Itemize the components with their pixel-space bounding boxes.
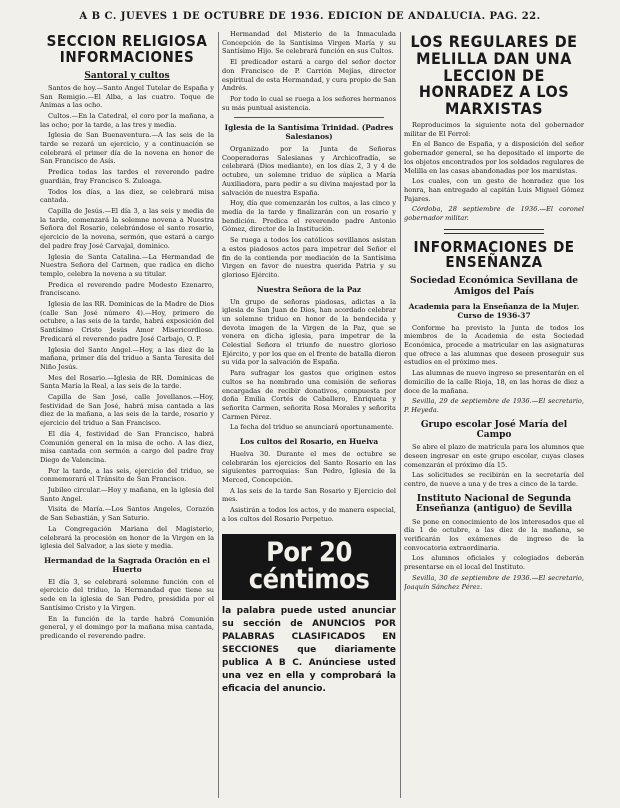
header-text: A B C. JUEVES 1 DE OCTUBRE DE 1936. EDICION DE ANDALUCIA. PAG. 22. (79, 10, 541, 22)
column-left (40, 30, 214, 802)
column-right (404, 30, 584, 802)
paragraph: La fecha del triduo se anunciará oportunamente. (230, 423, 394, 432)
paragraph: Las alumnas de nuevo ingreso se presentarán en el domicilio de la calle Rioja, 18, en las horas de diez a doce de la mañana. (404, 369, 584, 395)
classified-ad (222, 534, 396, 696)
paragraph: Por todo lo cual se ruega a los señores hermanos su más puntual asistencia. (222, 94, 396, 112)
paragraph: Jubileo circular.—Hoy y mañana, en la iglesia del Santo Angel. (40, 486, 214, 503)
page-header (12, 6, 608, 26)
paragraph: Santos de hoy.—Santo Angel Tutelar de España y San Remigio.—El Alba, a las cuatro. Toque de Animas a las ocho. (40, 83, 214, 110)
section-title: INFORMACIONES DE ENSEÑANZA (413, 237, 575, 272)
article-body (40, 84, 214, 551)
paragraph: Las solicitudes se recibirán en la secretaría del centro, de nueve a una y de tres a cinco de la tarde. (404, 471, 584, 489)
paragraph: Conforme ha previsto la Junta de todos los miembros de la Academia de esta Sociedad Económica, procede a matricular en las asignaturas que ofrece a las alumnas que deseen proseguir sus estudios en el próximo mes. (404, 323, 584, 367)
article-heading: Nuestra Señora de la Paz (256, 284, 362, 294)
paragraph: Se pone en conocimiento de los interesados que el día 1 de octubre, a las diez de la mañana, se verificarán los exámenes de ingreso de la convocatoria extraordinaria. (404, 517, 584, 552)
article-heading: Iglesia de la Santísima Trinidad. (Padres Salesianos) (224, 123, 394, 142)
article-heading: Los cultos del Rosario, en Huelva (239, 437, 379, 447)
paragraph: Iglesia del Santo Angel.—Hoy, a las diez de la mañana, primer día del triduo a Santa Teresita del Niño Jesús. (40, 345, 214, 371)
paragraph: Hermandad del Misterio de la Inmaculada Concepción de la Santísima Virgen María y su Santísimo Hijo. Se celebrará función en sus Cultos. (222, 30, 396, 56)
paragraph: A las seis de la tarde San Rosario y Ejercicio del mes. (222, 486, 396, 504)
paragraph: Un grupo de señoras piadosas, adictas a la iglesia de San Juan de Dios, han acordado celebrar un solemne triduo en honor de la bendecida y devota imagen de la Virgen de la Paz, que se venera en dicha iglesia, para impetrar de la Celestial Señora el triunfo de nuestro glorioso Ejército, y por los que en el frente de batalla dieron su vida por la salvación de España. (222, 297, 396, 367)
column-divider (218, 32, 219, 798)
paragraph: Hoy, día que comenzarán los cultos, a las cinco y media de la tarde y finalizarán con un rosario y bendición. Predica el reverendo padre Antonio Gómez, director de la Institución. (222, 199, 396, 234)
ornament-divider (444, 229, 544, 234)
paragraph: Predica el reverendo padre Modesto Ezenarro, franciscano. (40, 280, 214, 298)
paragraph: Por la tarde, a las seis, ejercicio del triduo, se conmemorará el Tránsito de San Francisco. (40, 466, 214, 484)
paragraph: Sevilla, 29 de septiembre de 1936.—El secretario, P. Heyeda. (404, 397, 584, 414)
article-title: LOS REGULARES DE MELILLA DAN UNA LECCION DE HONRADEZ A LOS MARXISTAS (410, 32, 578, 119)
paragraph: El día 3, se celebrará solemne función con el ejercicio del triduo, la Hermandad que tiene su sede en la iglesia de San Pedro, presidida por el Santísimo Cristo y la Virgen. (40, 577, 214, 612)
paragraph: Predica todas las tardes el reverendo padre guardián, fray Francisco S. Zuloaga. (40, 168, 214, 185)
paragraph: Para sufragar los gastos que originen estos cultos se ha nombrado una comisión de señoras encargadas de recibir donativos, compuesta por doña Emilia Cortés de Caballero, Enriqueta y señorita Carmen, señorita Rosa Morales y señorita Carmen Pérez. (222, 369, 396, 421)
ad-headline: Por 20 céntimos (222, 534, 396, 600)
paragraph: El día 4, festividad de San Francisco, habrá Comunión general en la misa de ocho. A las diez, misa cantada con sermón a cargo del padre fray Diego de Valencina. (40, 429, 214, 464)
divider (234, 117, 384, 118)
paragraph: Cultos.—En la Catedral, el coro por la mañana, a las ocho; por la tarde, a las tres y media. (40, 111, 214, 129)
ad-body: la palabra puede usted anunciar su sección de ANUNCIOS POR PALABRAS CLASIFICADOS EN SECCIONES que diariamente publica A B C. Anúnciese usted una vez en ella y comprobará la eficacia del anuncio. (222, 605, 396, 694)
section-subtitle: Santoral y cultos (84, 70, 170, 81)
article-heading: Instituto Nacional de Segunda Enseñanza (antiguo) de Sevilla (415, 493, 573, 515)
paragraph: Mes del Rosario.—Iglesia de RR. Dominicas de Santa María la Real, a las seis de la tarde. (40, 373, 214, 391)
column-divider (400, 32, 401, 798)
section-subtitle: Sociedad Económica Sevillana de Amigos del País (409, 276, 579, 297)
paragraph: Huelva 30. Durante el mes de octubre se celebrarán los ejercicios del Santo Rosario en las siguientes parroquias: San Pedro, Iglesia de la Merced, Concepción. (222, 449, 396, 485)
paragraph: Todos los días, a las diez, se celebrará misa cantada. (40, 187, 214, 205)
paragraph: En la función de la tarde habrá Comunión general, y el domingo por la mañana misa cantada, predicando el reverendo padre. (40, 614, 214, 640)
paragraph: Se abre el plazo de matrícula para los alumnos que deseen ingresar en este grupo escolar, cuyas clases comenzarán el próximo día 15. (404, 443, 584, 469)
paragraph: Capilla de San José, calle Jovellanos.—Hoy, festividad de San José, habrá misa cantada a las diez de la mañana, a las seis de la tarde, rosario y ejercicio del triduo a San Francisco. (40, 393, 214, 428)
paragraph: Sevilla, 30 de septiembre de 1936.—El secretario, Joaquín Sánchez Pérez. (404, 573, 584, 591)
paragraph: Iglesia de San Buenaventura.—A las seis de la tarde se rezará un ejercicio, y a continuación se celebrará el primer día de la novena en honor de San Francisco de Asís. (40, 131, 214, 166)
paragraph: La Congregación Mariana del Magisterio, celebrará la procesión en honor de la Virgen en la iglesia del Salvador, a las siete y media. (40, 524, 214, 551)
article-heading: Academia para la Enseñanza de la Mujer. Curso de 1936-37 (408, 301, 580, 320)
paragraph: Asistirán a todos los actos, y de manera especial, a los cultos del Rosario Perpetuo. (222, 506, 396, 523)
paragraph: Organizado por la Junta de Señoras Cooperadoras Salesianas y Archicofradía, se celebrará (Dios mediante), en los días 2, 3 y 4 de octubre, un solemne triduo de súplica a María Auxiliadora, para pedir a su divina majestad por la salvación de nuestra España. (222, 145, 396, 197)
paragraph: En el Banco de España, y a disposición del señor gobernador general, se ha depositado el importe de los objetos encontrados por los soldados regulares de Melilla en las casas abandonadas por los marxistas. (404, 140, 584, 175)
section-title: SECCION RELIGIOSA INFORMACIONES (46, 32, 208, 66)
paragraph: Los alumnos oficiales y colegiados deberán presentarse en el local del Instituto. (404, 554, 584, 572)
paragraph: Iglesia de Santa Catalina.—La Hermandad de Nuestra Señora del Carmen, que radica en dicho templo, celebra la novena a su titular. (40, 252, 214, 278)
paragraph: El predicador estará a cargo del señor doctor don Francisco de P. Carrión Mejías, director espiritual de esta Hermandad, y cura propio de San Andrés. (222, 58, 396, 93)
paragraph: Capilla de Jesús.—El día 3, a las seis y media de la tarde, comenzará la solemne novena a Nuestra Señora del Rosario, celebrándose el santo rosario, ejercicio de la novena, sermón, que estará a cargo del padre fray José Carvajal, dominico. (40, 206, 214, 250)
paragraph: Se ruega a todos los católicos sevillanos asistan a estos piadosos actos para impetrar del Señor el fin de la contienda por mediación de la Santísima Virgen en favor de nuestra querida Patria y su glorioso Ejército. (222, 236, 396, 279)
article-heading: Grupo escolar José María del Campo (420, 419, 568, 441)
article-heading: Hermandad de la Sagrada Oración en el Huerto (44, 556, 210, 574)
paragraph: Reproducimos la siguiente nota del gobernador militar de El Ferrol: (404, 120, 584, 138)
column-middle (222, 30, 396, 802)
paragraph: Iglesia de las RR. Dominicas de la Madre de Dios (calle San José número 4).—Hoy, primero de octubre, a las seis de la tarde, habrá exposición del Santísimo Cristo Jesús Amor Misericordioso. Predicará el reverendo padre José Carbajo, O. P. (40, 300, 214, 343)
paragraph: Los cuales, con un gesto de honradez que los honra, han entregado al capitán Luis Miguel Gómez Pajares. (404, 177, 584, 203)
paragraph: Córdoba, 28 septiembre de 1936.—El coronel gobernador militar. (404, 205, 584, 223)
paragraph: Visita de María.—Los Santos Angeles, Corazón de San Sebastián, y San Saturio. (40, 505, 214, 523)
